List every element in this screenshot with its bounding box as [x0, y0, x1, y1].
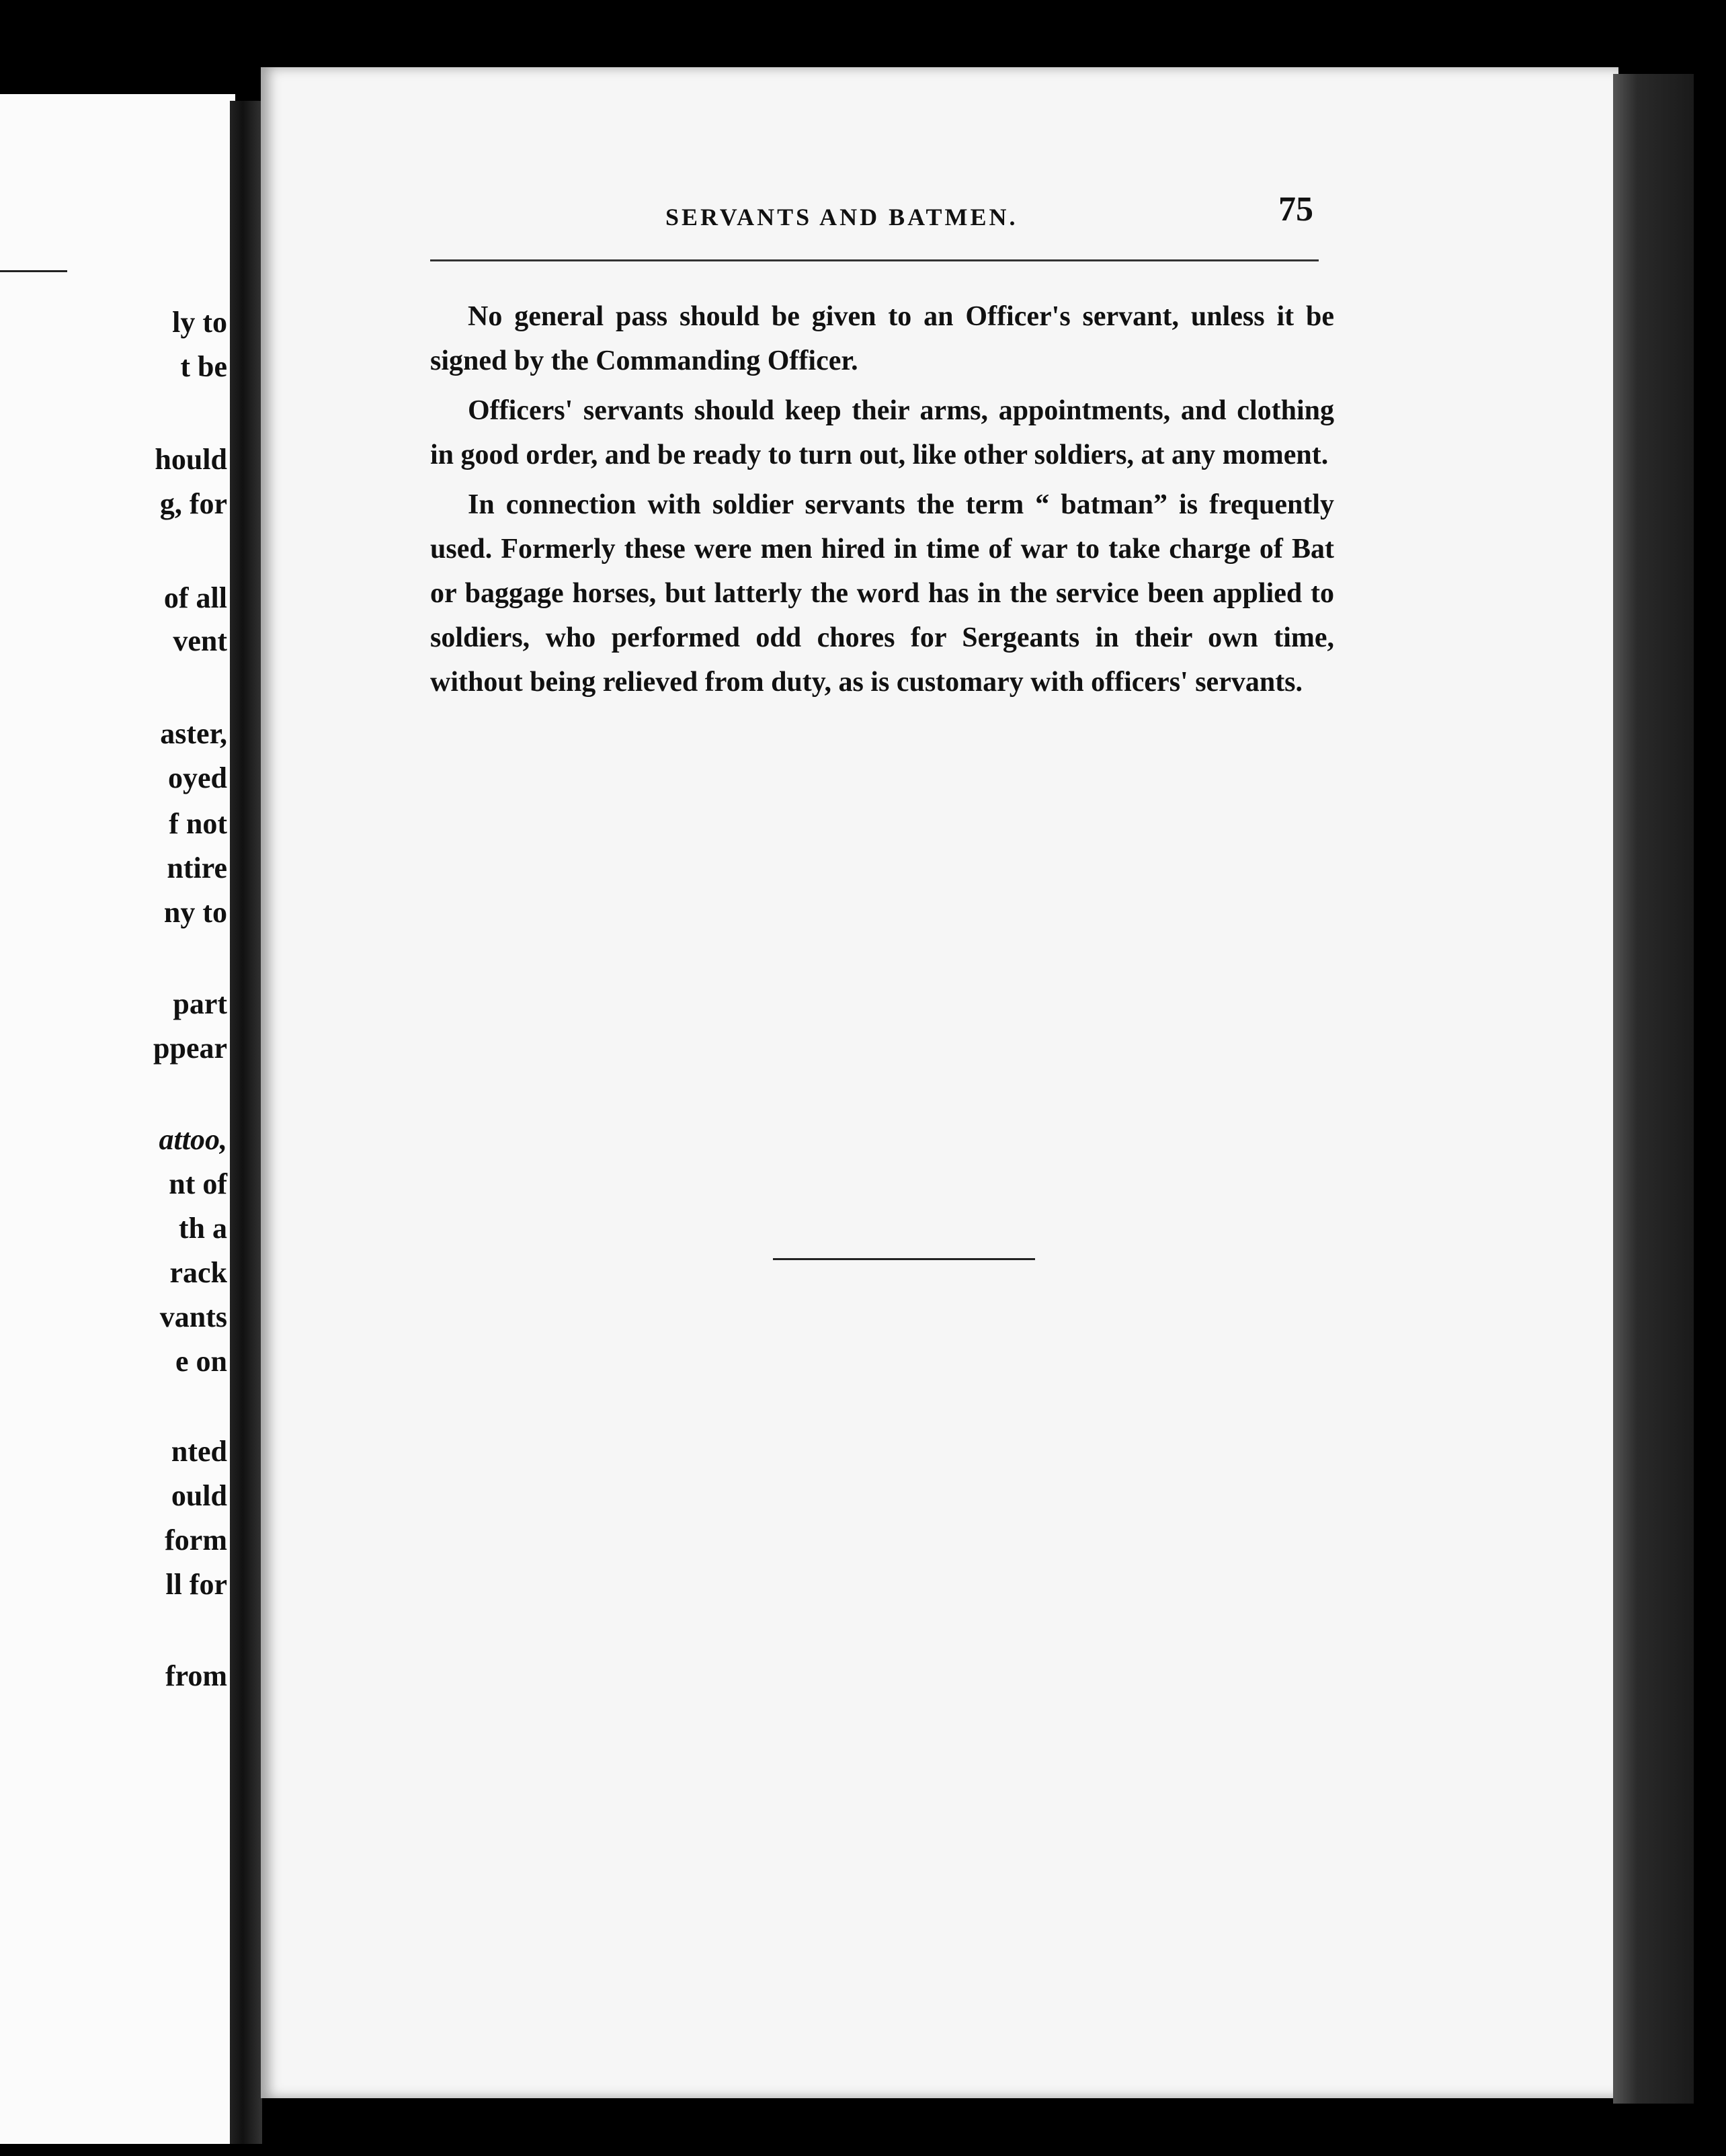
left-page-line: ny to — [163, 896, 227, 929]
left-page-line: th a — [178, 1212, 227, 1245]
running-header: SERVANTS AND BATMEN. — [665, 204, 1018, 231]
right-page-edge — [1613, 74, 1694, 2104]
left-page-line: g, for — [159, 487, 227, 520]
left-page-line: aster, — [160, 717, 227, 750]
left-page-line: oyed — [168, 761, 227, 794]
left-page-line: f not — [169, 807, 227, 840]
left-page-line: hould — [155, 443, 227, 476]
paragraph-3: In connection with soldier servants the term “ batman” is frequently used. Formerly these were men hired in time of war to take charge of Bat or baggage horses, but latterly the word has in the service been applied to soldiers, who performed odd chores for Sergeants in their own time, without being relieved from duty, as is customary with officers' servants. — [430, 489, 1334, 698]
left-page-line: part — [173, 987, 227, 1020]
page-number: 75 — [1278, 190, 1313, 229]
body-text — [430, 294, 1334, 710]
left-page-line: nted — [171, 1435, 227, 1468]
paragraph-1: No general pass should be given to an Officer's servant, unless it be signed by the Commanding Officer. — [430, 301, 1334, 376]
header-rule — [430, 259, 1319, 261]
left-page-line: nt of — [169, 1167, 227, 1200]
left-page-line: of all — [163, 581, 227, 614]
left-page-line: t be — [180, 350, 227, 383]
left-page-edge — [230, 101, 262, 2144]
left-page-line: e on — [175, 1345, 227, 1378]
left-page-line: attoo, — [159, 1123, 227, 1156]
left-page-line: from — [165, 1659, 227, 1692]
left-page-line: ly to — [172, 306, 227, 339]
section-end-rule — [773, 1258, 1035, 1260]
left-page-line: vants — [159, 1300, 227, 1333]
left-page-line: ntire — [167, 852, 227, 884]
left-page-line: ppear — [153, 1032, 227, 1065]
left-page — [0, 94, 235, 2144]
left-page-line: rack — [169, 1256, 227, 1289]
left-page-line: ould — [171, 1479, 227, 1512]
left-page-line: form — [165, 1524, 227, 1557]
left-page-rule — [0, 270, 67, 272]
left-page-line: ll for — [165, 1568, 227, 1601]
paragraph-2: Officers' servants should keep their arms, appointments, and clothing in good order, and be ready to turn out, like other soldiers, at any moment. — [430, 395, 1334, 470]
left-page-line: vent — [173, 624, 227, 657]
